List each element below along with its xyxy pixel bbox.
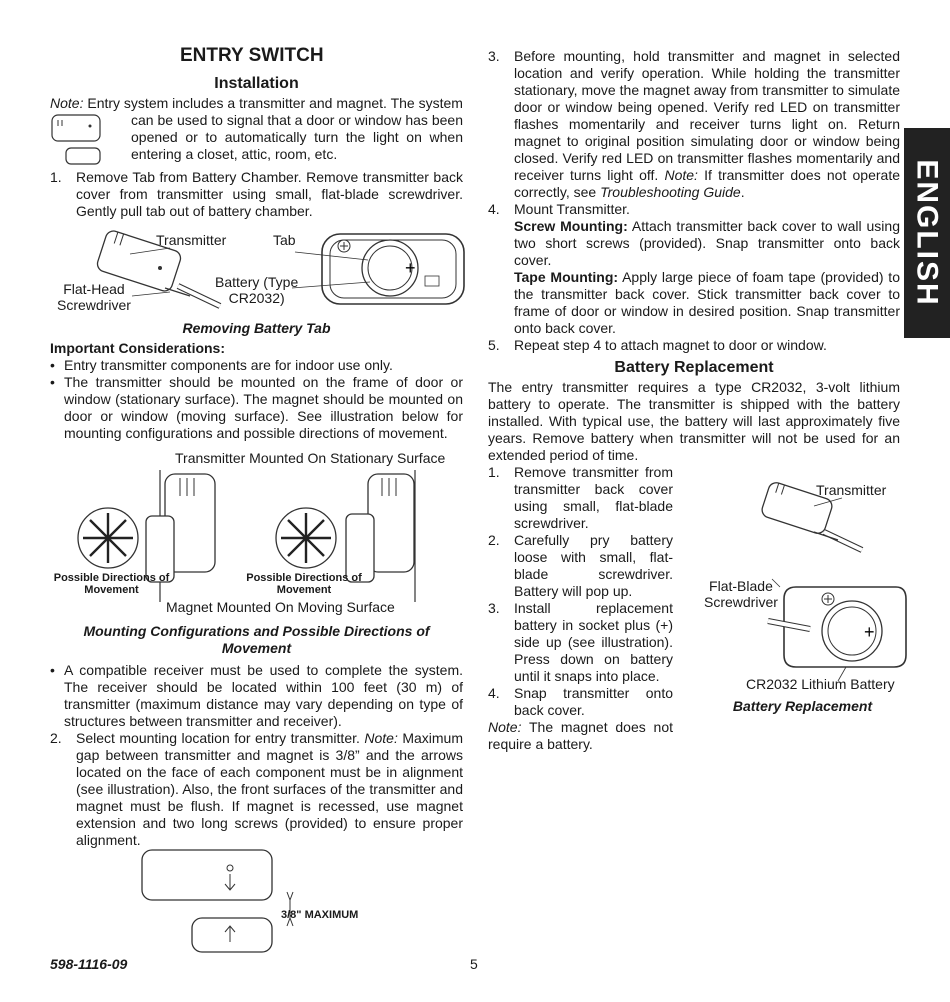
fig2-bottom-label: Magnet Mounted On Moving Surface <box>166 599 395 615</box>
gap-label: 3/8" MAXIMUM <box>281 909 359 921</box>
fig4-screwdriver-label: Flat-Blade Screwdriver <box>704 578 778 610</box>
page-number: 5 <box>470 956 478 972</box>
battery-heading: Battery Replacement <box>614 359 774 376</box>
footer-part-number: 598-1116-09 <box>50 956 128 972</box>
fig4-battery-label: CR2032 Lithium Battery <box>746 676 895 692</box>
fig4-caption: Battery Replacement <box>732 698 873 714</box>
battery-step-1: 1. Remove transmitter from transmitter back cover using small, flat-blade screwdriver. <box>488 464 673 531</box>
fig1-screwdriver-label: Flat-Head Screwdriver <box>57 281 131 313</box>
battery-step-4: 4. Snap transmitter onto back cover. <box>488 685 673 718</box>
bullet-2: • The transmitter should be mounted on the frame of door or window (stationary surface). The magnet should be mounted on door or window (moving surface). See illustration below for mounting configurations and possible directions of movement. <box>50 374 463 441</box>
bullet-3: • A compatible receiver must be used to complete the system. The receiver should be located within 100 feet (30 m) of transmitter (maximum distance may vary depending on type of structures between transmitter and receiver). <box>50 662 463 729</box>
transmitter-magnet-icon <box>50 112 110 168</box>
receiver-section <box>50 662 463 849</box>
fig1-transmitter-label: Transmitter <box>156 232 227 248</box>
left-column <box>50 75 463 220</box>
step-3: 3. Before mounting, hold transmitter and magnet in selected location and verify operation. While holding the transmitter stationary, move the magnet away from transmitter to simulate door or window being opened. Verify red LED on transmitter flashes momentarily and receiver turns light on. Return magnet to original position simulating door or window being closed. Verify red LED on transmitter flashes momentarily and receiver turns light off. Note: If transmitter does not operate correctly, see Troubleshooting Guide. <box>488 48 900 200</box>
step-2: 2. Select mounting location for entry transmitter. Note: Maximum gap between transmitter and magnet is 3/8” and the arrows located on the face of each component must be in alignment (see illustration). Also, the front surfaces of the transmitter and magnet must be flush. If magnet is recessed, use magnet extension and two long screws (provided) to ensure proper alignment. <box>50 730 463 848</box>
steps-list-3 <box>488 48 900 354</box>
important-heading: Important Considerations: <box>50 340 226 356</box>
receiver-list <box>50 662 463 730</box>
fig2-caption: Mounting Configurations and Possible Directions of Movement <box>83 623 430 656</box>
steps-list-1 <box>50 169 463 220</box>
installation-heading: Installation <box>214 75 299 92</box>
step-5: 5. Repeat step 4 to attach magnet to door or window. <box>488 337 827 353</box>
considerations-section <box>50 340 463 442</box>
battery-note: Note: The magnet does not require a battery. <box>488 719 673 752</box>
step-4: 4. Mount Transmitter. Screw Mounting: Attach transmitter back cover to wall using two short screws (provided). Snap transmitter onto back cover. Tape Mounting: Apply large piece of foam tape (provided) to the transmitter back cover. Stick transmitter back cover to frame of door or window in desired position. Snap transmitter onto back cover. <box>488 201 900 336</box>
considerations-list <box>50 357 463 442</box>
page-title: ENTRY SWITCH <box>180 45 324 66</box>
battery-socket-figure <box>766 585 916 680</box>
fig4-transmitter-label: Transmitter <box>816 482 887 498</box>
fig1-battery-label: Battery (Type CR2032) <box>215 274 299 306</box>
step-1: 1. Remove Tab from Battery Chamber. Remove transmitter back cover from transmitter using small, flat-blade screwdriver. Gently pull tab out of battery chamber. <box>50 169 463 219</box>
steps-list-2 <box>50 730 463 849</box>
fig2-directions-right: Possible Directions of Movement <box>246 572 362 596</box>
note-intro: Note: Entry system includes a transmitter and magnet. The system <box>50 95 463 111</box>
fig2-top-label: Transmitter Mounted On Stationary Surface <box>175 450 446 466</box>
note-rest: can be used to signal that a door or window has been opened or to automatically turn the light on when entering a closet, attic, room, etc. <box>131 112 463 162</box>
battery-paragraph: The entry transmitter requires a type CR2032, 3-volt lithium battery to operate. The transmitter is shipped with the battery installed. With typical use, the battery will last approximately five years. Remove battery when transmitter will not be used for an extended period of time. <box>488 379 900 463</box>
language-tab: ENGLISH <box>904 128 950 338</box>
svg-text:+: + <box>864 622 875 642</box>
bullet-1: • Entry transmitter components are for indoor use only. <box>50 357 393 373</box>
fig1-caption: Removing Battery Tab <box>182 320 331 336</box>
svg-text:+: + <box>405 258 416 278</box>
battery-step-2: 2. Carefully pry battery loose with small, flat-blade screwdriver. Battery will pop up. <box>488 532 673 599</box>
gap-alignment-figure <box>140 848 380 960</box>
fig1-tab-label: Tab <box>273 232 296 248</box>
battery-steps <box>488 464 673 719</box>
fig2-directions-left: Possible Directions of Movement <box>53 572 170 596</box>
battery-step-3: 3. Install replacement battery in socket plus (+) side up (see illustration). Press down on battery until it snaps into place. <box>488 600 673 684</box>
